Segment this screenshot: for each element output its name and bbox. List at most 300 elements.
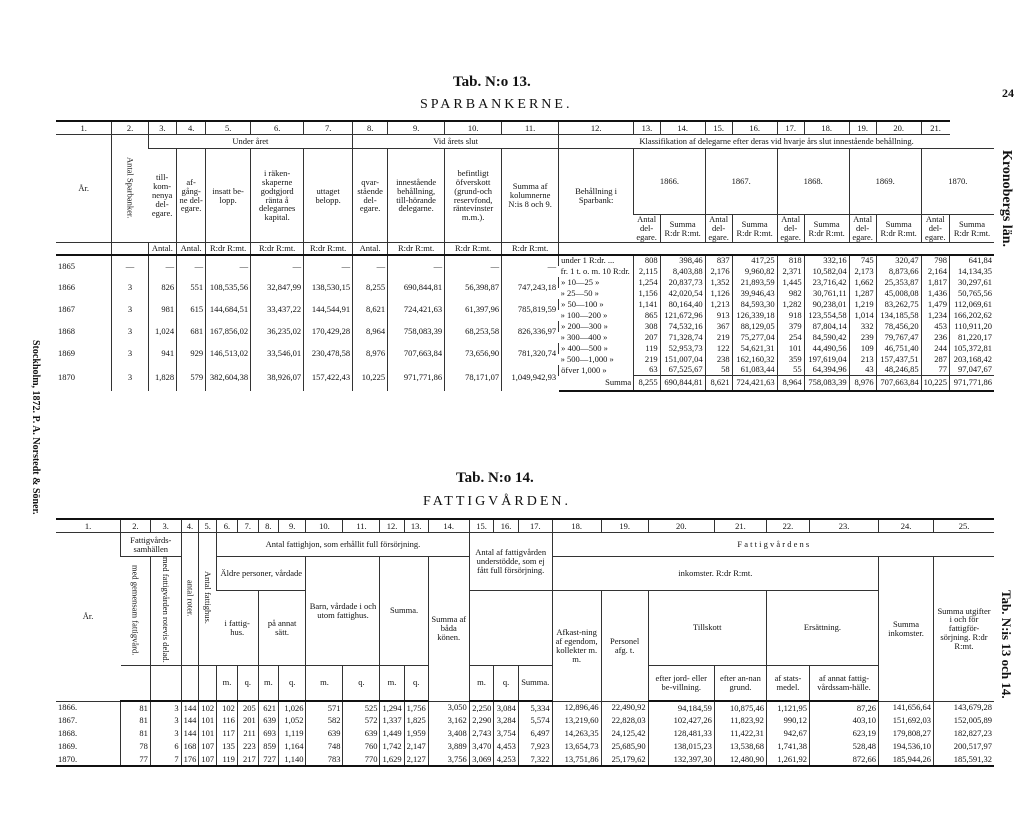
tab14-cell: 94,184,59 <box>648 701 714 714</box>
tab13-h-antal: Antal del-egare. <box>777 215 804 243</box>
tab13-cell: 78,171,07 <box>445 365 502 391</box>
tab13-cell: 3 <box>112 299 148 321</box>
tab14-sex-unit: q. <box>343 665 380 701</box>
tab14-cell: 144 <box>181 701 199 714</box>
tab13-colnum: 18. <box>804 121 849 135</box>
tab13-class-cell: 74,532,16 <box>660 321 705 332</box>
tab13-class-cell: 2,173 <box>849 266 876 277</box>
tab13-class-cell: 1,213 <box>705 299 732 310</box>
tab14-cell: 143,679,28 <box>934 701 995 714</box>
tab13-summa-cell: 8,621 <box>705 376 732 391</box>
tab14-cell: 1,337 <box>380 714 404 727</box>
tab13-cell: 38,926,07 <box>251 365 304 391</box>
tab13-cell: 747,243,18 <box>502 277 559 299</box>
tab13-h-klassifikation: Klassifikation af delegarne efter deras vid hvarje års slut innestående behållning. <box>559 135 994 149</box>
tab13-class-cell: 8,873,66 <box>876 266 921 277</box>
tab13-cell-year: 1870 <box>58 372 75 383</box>
tab13-summa-cell: 707,663,84 <box>876 376 921 391</box>
tab14-cell: 572 <box>343 714 380 727</box>
tab13-cell: — <box>353 255 388 277</box>
tab13-class-label: » 10—25 » <box>559 277 634 288</box>
tab14-h-roter-text: antal roter. <box>185 579 196 617</box>
tab13-class-cell: 332 <box>849 321 876 332</box>
tab13-class-cell: 97,047,67 <box>950 365 995 376</box>
tab14-cell: 1,629 <box>380 753 404 766</box>
tab13-summa-cell: 8,255 <box>634 376 661 391</box>
tab13-cell: 138,530,15 <box>304 277 353 299</box>
tab14-cell: 2,127 <box>404 753 428 766</box>
tab13-summa-cell: 8,976 <box>849 376 876 391</box>
tab14-col-numbers <box>56 519 994 533</box>
tab13-class-cell: 2,371 <box>777 266 804 277</box>
tab13-cell: 724,421,63 <box>388 299 445 321</box>
tab13-row <box>56 321 994 332</box>
tab14-cell: 132,397,30 <box>648 753 714 766</box>
tab13-class-cell: 80,164,40 <box>660 299 705 310</box>
tab14-colnum: 24. <box>879 519 934 533</box>
tab14-cell: 727 <box>258 753 278 766</box>
tab14-h-gemensam-text: med gemensam fattigvård. <box>130 564 141 656</box>
tab14-h-roter <box>181 533 199 666</box>
tab13-unit: Antal. <box>177 243 206 255</box>
tab14-cell: 783 <box>306 753 343 766</box>
tab13-class-cell: 119 <box>634 343 661 354</box>
tab14-sex-unit: Summa. <box>518 665 552 701</box>
tab14-cell: 144 <box>181 714 199 727</box>
tab14-cell: 13,751,86 <box>552 753 601 766</box>
tab14-sex-unit: q. <box>494 665 519 701</box>
tab13-class-cell: 2,164 <box>921 266 949 277</box>
tab14-row <box>56 701 994 714</box>
tab13-cell-year: 1869 <box>58 348 75 359</box>
tab13-class-cell: 64,394,96 <box>804 365 849 376</box>
tab14-cell: 2,290 <box>469 714 494 727</box>
tab14-h-year: År. <box>56 533 121 702</box>
tab13-class-cell: 1,436 <box>921 288 949 299</box>
tab13-class-cell: 1,282 <box>777 299 804 310</box>
tab14-h-af-annat: af annat fattig-vårdssam-hälle. <box>810 665 879 701</box>
tab14-cell: 176 <box>181 753 199 766</box>
tab13-h-count-text: Antal Sparbanker. <box>125 156 136 219</box>
tab14-cell: 6,497 <box>518 727 552 740</box>
tab13-cell: 157,422,43 <box>304 365 353 391</box>
tab14-cell: 24,125,42 <box>601 727 648 740</box>
tab13-class-cell: 30,761,11 <box>804 288 849 299</box>
tab14-cell: 3,889 <box>428 740 469 753</box>
tab13-class-cell: 641,84 <box>950 255 995 266</box>
tab13-class-cell: 1,287 <box>849 288 876 299</box>
tab13-h-antal: Antal del-egare. <box>634 215 661 243</box>
tab14-sex-unit: q. <box>404 665 428 701</box>
tab13-cell: 3 <box>112 321 148 343</box>
tab14-h-efter-annan: efter an-nan grund. <box>714 665 766 701</box>
tab13-h-antal: Antal del-egare. <box>705 215 732 243</box>
tab14-h-fattighjon: Antal fattighjon, som erhållit full försörjning. <box>217 533 470 557</box>
tab14-cell: 1,742 <box>380 740 404 753</box>
tab13-cell: 144,544,91 <box>304 299 353 321</box>
tab13-class-cell: 101 <box>777 343 804 354</box>
tab14-cell: 22,828,03 <box>601 714 648 727</box>
tab13-class-cell: 1,445 <box>777 277 804 288</box>
tab14-cell: 1,741,38 <box>766 740 809 753</box>
tab13-class-label: » 100—200 » <box>560 309 608 320</box>
tab14-cell: 102 <box>199 701 217 714</box>
tab13-class-cell: 207 <box>634 332 661 343</box>
tab14-cell: 179,808,27 <box>879 727 934 740</box>
tab14-cell: 5,334 <box>518 701 552 714</box>
tab14-cell: 13,219,60 <box>552 714 601 727</box>
tab13-class-cell: 10,582,04 <box>804 266 849 277</box>
tab13-cell: 681 <box>177 321 206 343</box>
tab14-cell: 14,263,35 <box>552 727 601 740</box>
tab13-h-year-1867: 1867. <box>705 149 777 215</box>
tab13-class-cell: 52,953,73 <box>660 343 705 354</box>
tab14-colnum: 20. <box>648 519 714 533</box>
tab13-class-cell: 1,817 <box>921 277 949 288</box>
tab14-cell: 6 <box>150 740 181 753</box>
tab13-h-antal: Antal del-egare. <box>921 215 949 243</box>
tab13-class-cell: 239 <box>849 332 876 343</box>
tab13-cell: 144,684,51 <box>206 299 251 321</box>
tab13-class-cell: 88,129,05 <box>732 321 777 332</box>
tab13-row <box>56 365 994 376</box>
tab13-class-cell: 43 <box>849 365 876 376</box>
tab13-cell: 146,513,02 <box>206 343 251 365</box>
tab14-cell: 102 <box>217 701 238 714</box>
tab13-class-cell: 918 <box>777 310 804 321</box>
tab13-class-cell: 417,25 <box>732 255 777 266</box>
tab13-h-year: År. <box>56 135 112 243</box>
tab14-cell: 144 <box>181 727 199 740</box>
tab13-class-label: » 500—1,000 » <box>560 353 614 364</box>
tab13-class-cell: 1,126 <box>705 288 732 299</box>
tab13-colnum: 14. <box>660 121 705 135</box>
tab14-cell: 12,480,90 <box>714 753 766 766</box>
tab14-h-summa: Summa. <box>380 557 428 666</box>
tab13-class-cell: 110,911,20 <box>950 321 995 332</box>
tab13-col-numbers <box>56 121 994 135</box>
tab14-colnum: 15. <box>469 519 494 533</box>
tab14-colnum: 22. <box>766 519 809 533</box>
tab13-h-rakenskaperne: i räken-skaperne godtgjord ränta å delegarnes kapital. <box>251 149 304 243</box>
tab13-cell: 615 <box>177 299 206 321</box>
tab13-cell: — <box>148 255 177 277</box>
tab13-class-cell: 2,115 <box>634 266 661 277</box>
tab14-cell-year: 1869. <box>58 741 78 752</box>
tab14-h-samhallen: Fattigvårds-samhällen <box>121 533 182 557</box>
tab13-cell: 3 <box>112 277 148 299</box>
tab14-colnum: 1. <box>56 519 121 533</box>
tab13-unit: R:dr R:mt. <box>445 243 502 255</box>
tab14-cell: 223 <box>237 740 258 753</box>
tab13-subtitle: SPARBANKERNE. <box>420 97 573 112</box>
tab13-class-cell: 1,234 <box>921 310 949 321</box>
tab14-cell: 5,574 <box>518 714 552 727</box>
tab13-class-label: fr. 1 t. o. m. 10 R:dr. <box>560 265 630 276</box>
tab13-class-cell: 42,020,54 <box>660 288 705 299</box>
tab14-cell: 3,069 <box>469 753 494 766</box>
tab13-class-cell: 1,254 <box>634 277 661 288</box>
tab13-class-cell: 982 <box>777 288 804 299</box>
tab13-class-cell: 818 <box>777 255 804 266</box>
tab13-class-cell: 9,960,82 <box>732 266 777 277</box>
tab13-cell: 33,437,22 <box>251 299 304 321</box>
tab13-class-cell: 23,716,42 <box>804 277 849 288</box>
tab13-class-cell: 197,619,04 <box>804 354 849 365</box>
tab14-cell-year: 1866. <box>58 702 78 713</box>
tab13-table <box>56 120 994 392</box>
tab13-class-cell: 50,765,56 <box>950 288 995 299</box>
tab13-cell: — <box>112 255 148 277</box>
tab14-sex-unit: m. <box>380 665 404 701</box>
tab13-cell: 981 <box>148 299 177 321</box>
tab14-cell: 3,162 <box>428 714 469 727</box>
tab13-class-cell: 379 <box>777 321 804 332</box>
tab14-cell: 1,026 <box>278 701 306 714</box>
tab13-class-cell: 1,662 <box>849 277 876 288</box>
tab13-class-cell: 254 <box>777 332 804 343</box>
tab14-colnum: 21. <box>714 519 766 533</box>
tab14-cell: 81 <box>121 701 151 714</box>
tab13-class-cell: 913 <box>705 310 732 321</box>
tab14-cell: 25,685,90 <box>601 740 648 753</box>
tab13-class-cell: 320,47 <box>876 255 921 266</box>
tab14-colnum: 6. <box>217 519 238 533</box>
tab13-class-cell: 398,46 <box>660 255 705 266</box>
tab14-cell: 1,052 <box>278 714 306 727</box>
tab14-h-summa-inkomster: Summa inkomster. <box>879 557 934 702</box>
tab14-cell: 1,449 <box>380 727 404 740</box>
tab14-colnum: 17. <box>518 519 552 533</box>
tab13-cell: — <box>445 255 502 277</box>
tab13-class-cell: 808 <box>634 255 661 266</box>
tab14-h-barn: Barn, vårdade i och utom fattighus. <box>306 557 380 666</box>
tab14-cell: 525 <box>343 701 380 714</box>
tab14-cell: 1,164 <box>278 740 306 753</box>
tab13-cell: 781,320,74 <box>502 343 559 365</box>
tab13-class-cell: 46,751,40 <box>876 343 921 354</box>
tab13-colnum: 10. <box>445 121 502 135</box>
tab13-class-cell: 21,893,59 <box>732 277 777 288</box>
tab13-class-cell: 75,277,04 <box>732 332 777 343</box>
tab13-class-cell: 14,134,35 <box>950 266 995 277</box>
tab13-h-insatt: insatt be-lopp. <box>206 149 251 243</box>
tab14-cell: 141,656,64 <box>879 701 934 714</box>
tab13-h-year-1870: 1870. <box>921 149 994 215</box>
tab13-class-cell: 25,353,87 <box>876 277 921 288</box>
tab13-cell: 758,083,39 <box>388 321 445 343</box>
tab14-cell: 7,322 <box>518 753 552 766</box>
tab13-unit-blank <box>56 243 112 255</box>
tab13-h-befintligt: befintligt öfverskott (grund-och reservfond, räntevinster m.m.). <box>445 149 502 243</box>
tab14-cell: 3,050 <box>428 701 469 714</box>
tab13-class-cell: 126,339,18 <box>732 310 777 321</box>
tab14-colnum: 3. <box>150 519 181 533</box>
tab13-h-year-1866: 1866. <box>634 149 706 215</box>
tab14-cell: 211 <box>237 727 258 740</box>
tab14-cell: 403,10 <box>810 714 879 727</box>
tab13-unit-blank <box>559 243 994 255</box>
tab13-unit: Antal. <box>353 243 388 255</box>
tab13-class-cell: 219 <box>705 332 732 343</box>
tab14-h-fattighus-text: Antal fattighus. <box>203 571 214 625</box>
tab14-h-aldre: Äldre personer, vårdade <box>217 557 306 591</box>
tab14-cell: 200,517,97 <box>934 740 995 753</box>
tab13-cell: — <box>206 255 251 277</box>
tab14-sex-unit: q. <box>278 665 306 701</box>
tab13-cell: 8,976 <box>353 343 388 365</box>
tab14-cell: 4,453 <box>494 740 519 753</box>
tab14-h-summa-bada: Summa af båda könen. <box>428 557 469 702</box>
tab14-cell: 107 <box>199 740 217 753</box>
tab13-unit: Antal. <box>148 243 177 255</box>
tab14-colnum: 14. <box>428 519 469 533</box>
tab13-class-cell: 109 <box>849 343 876 354</box>
tab14-colnum: 9. <box>278 519 306 533</box>
tab14-h-ersattning: Ersättning. <box>766 591 878 666</box>
tab13-class-cell: 1,141 <box>634 299 661 310</box>
tab13-class-cell: 332,16 <box>804 255 849 266</box>
tab14-unit-blank <box>150 665 181 701</box>
tab14-cell: 3,284 <box>494 714 519 727</box>
tab14-cell: 185,944,26 <box>879 753 934 766</box>
tab13-class-cell: 213 <box>849 354 876 365</box>
tab14-h-delad-text: med fattigvården rotevis delad. <box>161 557 172 663</box>
tab13-class-cell: 1,352 <box>705 277 732 288</box>
tab13-cell-year: 1865 <box>58 260 75 271</box>
tab14-cell: 81 <box>121 727 151 740</box>
tab14-cell: 2,147 <box>404 740 428 753</box>
tab13-h-summa: Summa R:dr R:mt. <box>804 215 849 243</box>
tab13-class-cell: 837 <box>705 255 732 266</box>
tab14-unit-blank <box>199 665 217 701</box>
tab13-class-cell: 367 <box>705 321 732 332</box>
tab13-cell: 10,225 <box>353 365 388 391</box>
tab14-cell: 205 <box>237 701 258 714</box>
tab13-colnum: 7. <box>304 121 353 135</box>
tab13-class-cell: 1,479 <box>921 299 949 310</box>
tab14-sex-unit: q. <box>237 665 258 701</box>
tab13-class-label: » 400—500 » <box>559 343 634 354</box>
tab-range-label: Tab. N:is 13 och 14. <box>999 590 1014 699</box>
tab13-cell-year: 1867 <box>58 304 75 315</box>
tab14-cell: 12,896,46 <box>552 701 601 714</box>
tab13-class-cell: 20,837,73 <box>660 277 705 288</box>
tab14-cell: 3,084 <box>494 701 519 714</box>
tab13-h-afgang: af-gång-ne del-egare. <box>177 149 206 243</box>
tab14-cell: 693 <box>258 727 278 740</box>
tab13-class-cell: 162,160,32 <box>732 354 777 365</box>
tab13-class-label: » 300—400 » <box>560 331 608 342</box>
tab13-summa-label: Summa <box>559 376 634 391</box>
tab14-cell: 748 <box>306 740 343 753</box>
tab13-cell: 8,621 <box>353 299 388 321</box>
tab14-cell: 182,827,23 <box>934 727 995 740</box>
tab13-summa-cell: 971,771,86 <box>950 376 995 391</box>
tab13-h-innestaende: innestående behållning, till-hörande delegarne. <box>388 149 445 243</box>
tab14-cell: 872,66 <box>810 753 879 766</box>
tab13-class-cell: 1,014 <box>849 310 876 321</box>
tab13-class-cell: 238 <box>705 354 732 365</box>
tab13-class-cell: 39,946,43 <box>732 288 777 299</box>
tab14-cell: 78 <box>121 740 151 753</box>
tab13-colnum: 3. <box>148 121 177 135</box>
tab13-cell: 1,049,942,93 <box>502 365 559 391</box>
tab14-cell: 116 <box>217 714 238 727</box>
tab14-cell: 3,756 <box>428 753 469 766</box>
tab14-cell: 639 <box>343 727 380 740</box>
tab14-cell: 2,250 <box>469 701 494 714</box>
tab13-h-summa: Summa R:dr R:mt. <box>732 215 777 243</box>
tab13-class-cell: 61,083,44 <box>732 365 777 376</box>
tab14-cell: 3 <box>150 714 181 727</box>
tab14-cell: 4,253 <box>494 753 519 766</box>
tab14-sex-unit: m. <box>306 665 343 701</box>
tab14-cell: 990,12 <box>766 714 809 727</box>
tab13-class-cell: 63 <box>634 365 661 376</box>
tab13-class-label: » 50—100 » <box>559 299 634 310</box>
tab13-colnum: 8. <box>353 121 388 135</box>
county-label: Kronobergs län. <box>999 150 1014 247</box>
tab13-cell: 61,397,96 <box>445 299 502 321</box>
tab14-cell: 1,756 <box>404 701 428 714</box>
tab14-h-gemensam <box>121 557 151 666</box>
tab14-title: Tab. N:o 14. <box>456 470 534 486</box>
tab13-class-label: öfver 1,000 » <box>559 365 634 376</box>
tab13-cell: 551 <box>177 277 206 299</box>
tab14-h-understodde-blank <box>469 591 552 666</box>
tab14-cell: 135 <box>217 740 238 753</box>
tab13-class-cell: 2,176 <box>705 266 732 277</box>
tab14-cell-year: 1868. <box>58 728 78 739</box>
tab13-summa-cell: 724,421,63 <box>732 376 777 391</box>
tab13-h-summa: Summa R:dr R:mt. <box>660 215 705 243</box>
tab14-cell: 194,536,10 <box>879 740 934 753</box>
tab14-h-inkomster: inkomster. R:dr R:mt. <box>552 557 878 591</box>
tab13-unit: R:dr R:mt. <box>251 243 304 255</box>
tab14-colnum: 11. <box>343 519 380 533</box>
tab14-colnum: 13. <box>404 519 428 533</box>
tab13-class-cell: 83,262,75 <box>876 299 921 310</box>
tab13-class-label: » 25—50 » <box>560 287 599 298</box>
tab14-cell: 217 <box>237 753 258 766</box>
tab13-class-cell: 236 <box>921 332 949 343</box>
tab14-cell: 11,422,31 <box>714 727 766 740</box>
tab14-cell-year: 1867. <box>58 715 78 726</box>
tab13-cell: 785,819,59 <box>502 299 559 321</box>
tab14-cell: 168 <box>181 740 199 753</box>
tab14-cell: 3 <box>150 727 181 740</box>
tab14-cell: 3,754 <box>494 727 519 740</box>
tab13-colnum: 17. <box>777 121 804 135</box>
tab13-class-cell: 90,238,01 <box>804 299 849 310</box>
tab13-cell: 690,844,81 <box>388 277 445 299</box>
tab14-cell: 107 <box>199 753 217 766</box>
tab13-unit: R:dr R:mt. <box>206 243 251 255</box>
tab13-colnum: 1. <box>56 121 112 135</box>
tab13-class-cell: 166,202,62 <box>950 310 995 321</box>
tab14-cell: 639 <box>258 714 278 727</box>
tab14-cell: 3 <box>150 701 181 714</box>
tab14-cell: 1,825 <box>404 714 428 727</box>
tab13-class-cell: 308 <box>634 321 661 332</box>
tab13-h-vid-arets-slut: Vid årets slut <box>353 135 559 149</box>
tab13-class-cell: 79,767,47 <box>876 332 921 343</box>
tab13-class-cell: 54,621,31 <box>732 343 777 354</box>
tab13-class-cell: 1,219 <box>849 299 876 310</box>
tab13-class-cell: 203,168,42 <box>950 354 995 365</box>
tab13-h-qvarstaende: qvar-stående del-egare. <box>353 149 388 243</box>
